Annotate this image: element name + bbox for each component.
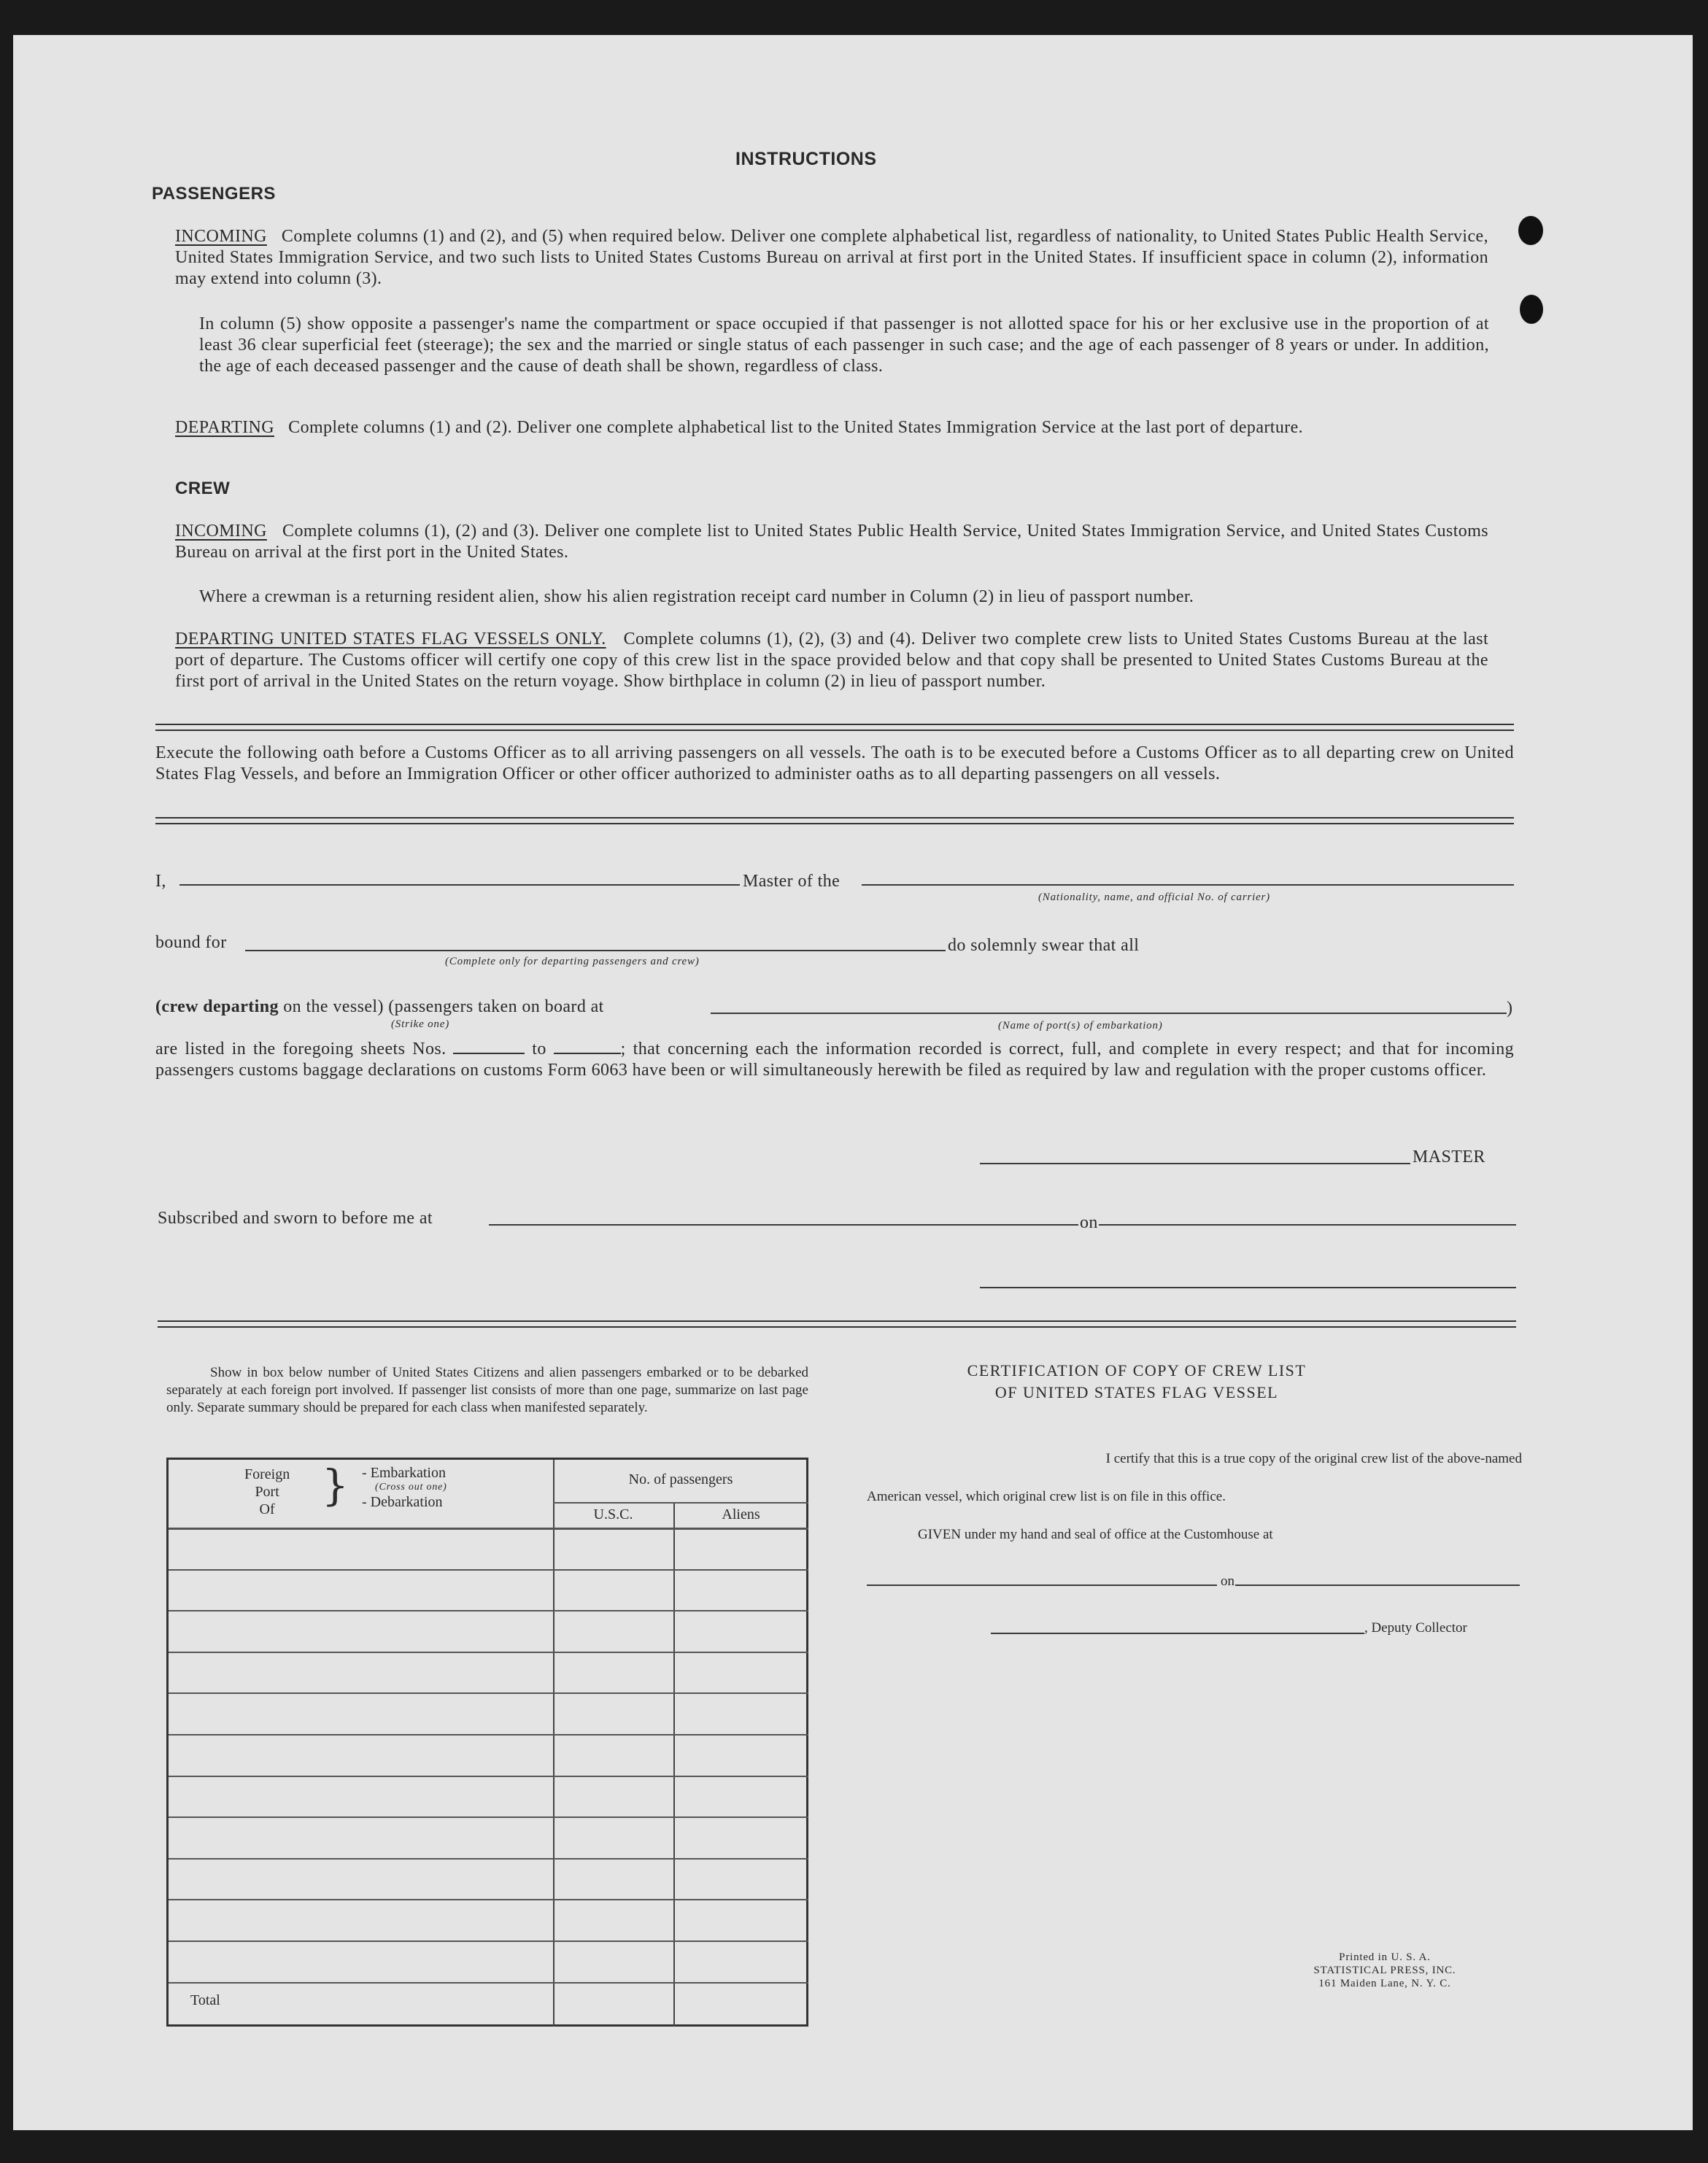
to-label: to: [532, 1040, 546, 1059]
master-of-label: Master of the: [743, 872, 841, 891]
debarkation-option[interactable]: - Debarkation: [362, 1494, 443, 1510]
punch-hole: [1520, 295, 1543, 324]
passengers-column5-paragraph: In column (5) show opposite a passenger's name the compartment or space occupied if that passenger is not allotted space for his or her exclusive use in the proportion of at least 36 clear superficial feet (steerage); the sex and the married or single status of each passenger in such case; and the age of each passenger of 8 years or under. In addition, the age of each deceased passenger and the cause of death shall be shown, regardless of class.: [199, 314, 1489, 376]
listed-paragraph: [155, 1039, 1514, 1081]
passengers-taken-option[interactable]: (passengers taken on board at: [388, 997, 604, 1016]
crew-departing-paragraph: [175, 629, 1488, 692]
embarkation-ports-field[interactable]: [711, 1013, 1507, 1014]
table-row[interactable]: [169, 1982, 808, 1984]
listed-prefix: are listed in the foregoing sheets Nos.: [155, 1040, 447, 1059]
certify-line-1: I certify that this is a true copy of the original crew list of the above-named: [1105, 1451, 1522, 1466]
foreign-port-of-label: Foreign Port Of: [244, 1466, 290, 1517]
sheet-from-field[interactable]: [453, 1040, 525, 1054]
no-of-passengers-header: No. of passengers: [628, 1471, 733, 1487]
table-row[interactable]: [169, 1652, 808, 1653]
officer-signature-field[interactable]: [980, 1287, 1516, 1288]
table-row[interactable]: [169, 1858, 808, 1860]
master-name-field[interactable]: [179, 884, 740, 886]
swear-label: do solemnly swear that all: [948, 936, 1140, 955]
brace-icon: }: [322, 1460, 349, 1510]
passengers-departing-paragraph: [175, 417, 1488, 438]
passengers-departing-label: DEPARTING: [175, 418, 274, 437]
table-row[interactable]: [169, 1816, 808, 1818]
table-row[interactable]: [169, 1569, 808, 1571]
carrier-field[interactable]: [862, 884, 1514, 886]
passengers-incoming-paragraph: [175, 226, 1488, 290]
listed-rest: ; that concerning each the information recorded is correct, full, and complete in every respect; and that for incoming passengers customs baggage declarations on customs Form 6063 have been or will simultaneously herewith be filed as required by law and regulation with the proper customs officer.: [155, 1040, 1515, 1080]
table-row[interactable]: [169, 1899, 808, 1900]
embark-debark-options: [362, 1466, 447, 1509]
strike-note: (Strike one): [391, 1018, 449, 1030]
form-sheet: [13, 35, 1693, 2130]
table-row[interactable]: [169, 1734, 808, 1736]
oath-intro: Execute the following oath before a Customs Officer as to all arriving passengers on all vessels. The oath is to be executed before a Customs Officer as to all departing crew on United States Flag Vessels, and before an Immigration Officer or other officer authorized to administer oaths as to all departing passengers on all vessels.: [155, 743, 1514, 783]
crew-incoming-paragraph: [175, 521, 1488, 563]
bound-for-field[interactable]: [245, 950, 946, 951]
certification-title: CERTIFICATION OF COPY OF CREW LIST OF UNITED STATES FLAG VESSEL: [967, 1361, 1307, 1401]
table-header-bottom: [169, 1528, 808, 1530]
table-header-rule: [553, 1502, 808, 1504]
table-col-divider: [673, 1502, 675, 2027]
printer-mark: Printed in U. S. A. STATISTICAL PRESS, INC. 161 Maiden Lane, N. Y. C.: [1313, 1951, 1456, 1989]
deputy-collector-label: , Deputy Collector: [1364, 1620, 1467, 1636]
oath-i-label: I,: [155, 872, 166, 891]
subscribed-label: Subscribed and sworn to before me at: [158, 1209, 433, 1228]
passengers-heading: PASSENGERS: [152, 184, 276, 204]
crew-departing-option[interactable]: (crew departing: [155, 997, 279, 1016]
crew-incoming-text: Complete columns (1), (2) and (3). Deliver one complete list to United States Public Health Service, United States Immigration Service, and United States Customs Bureau on arrival at the first port in the United States.: [175, 522, 1489, 562]
master-label: MASTER: [1413, 1148, 1485, 1166]
punch-hole: [1518, 216, 1543, 245]
summary-instructions: Show in box below number of United States Citizens and alien passengers embarked or to be debarked separately at each foreign port involved. If passenger list consists of more than one page, summarize on last page only. Separate summary should be prepared for each class when manifested separately.: [166, 1365, 808, 1415]
table-row[interactable]: [169, 1940, 808, 1942]
master-signature-field[interactable]: [980, 1163, 1410, 1164]
embarkation-option[interactable]: - Embarkation: [362, 1465, 446, 1481]
given-text: GIVEN under my hand and seal of office at the Customhouse at: [918, 1527, 1273, 1542]
crew-heading: CREW: [175, 479, 231, 498]
deputy-collector-signature-field[interactable]: [991, 1633, 1364, 1634]
sheet-to-field[interactable]: [554, 1040, 621, 1054]
sworn-place-field[interactable]: [489, 1224, 1078, 1226]
sworn-date-field[interactable]: [1099, 1224, 1516, 1226]
crew-departing-text: Complete columns (1), (2), (3) and (4). Deliver two complete crew lists to United States Customs Bureau at the last port of departure. The Customs officer will certify one copy of this crew list in the space provided below and that copy shall be presented to United States Customs Bureau at the first port of arrival in the United States on the return voyage. Show birthplace in column (2) in lieu of passport number.: [175, 630, 1489, 691]
crew-departing-label: DEPARTING UNITED STATES FLAG VESSELS ONLY.: [175, 630, 606, 649]
passengers-departing-text: Complete columns (1) and (2). Deliver one complete alphabetical list to the United States Immigration Service at the last port of departure.: [288, 418, 1304, 437]
cross-out-note: (Cross out one): [375, 1482, 447, 1493]
sworn-on-label: on: [1080, 1213, 1098, 1232]
cert-on-label: on: [1221, 1574, 1234, 1589]
total-label: Total: [190, 1992, 220, 2008]
passengers-incoming-label: INCOMING: [175, 227, 267, 246]
ports-note: (Name of port(s) of embarkation): [998, 1020, 1163, 1032]
bound-for-label: bound for: [155, 933, 227, 952]
oath-divider: [155, 817, 1514, 824]
passenger-summary-table: [166, 1458, 808, 2027]
crew-resident-paragraph: Where a crewman is a returning resident alien, show his alien registration receipt card number in Column (2) in lieu of passport number.: [199, 587, 1194, 606]
close-paren: ): [1507, 999, 1513, 1018]
aliens-header: Aliens: [722, 1506, 760, 1522]
crew-incoming-label: INCOMING: [175, 522, 267, 541]
crew-departing-row: [155, 997, 604, 1018]
usc-header: U.S.C.: [593, 1506, 633, 1522]
bound-note: (Complete only for departing passengers and crew): [445, 956, 700, 967]
on-vessel-text: on the vessel): [283, 997, 384, 1016]
table-row[interactable]: [169, 1776, 808, 1777]
nationality-note: (Nationality, name, and official No. of carrier): [1038, 891, 1270, 903]
table-row[interactable]: [169, 1692, 808, 1694]
certify-line-2: American vessel, which original crew list is on file in this office.: [867, 1489, 1226, 1504]
cert-date-field[interactable]: [1235, 1584, 1520, 1586]
page-title: INSTRUCTIONS: [735, 149, 877, 169]
section-divider: [155, 724, 1514, 731]
lower-divider: [158, 1320, 1516, 1328]
table-row[interactable]: [169, 1610, 808, 1611]
passengers-incoming-text: Complete columns (1) and (2), and (5) when required below. Deliver one complete alphabetical list, regardless of nationality, to United States Public Health Service, United States Immigration Service, and two such lists to United States Customs Bureau on arrival at first port in the United States. If insufficient space in column (2), information may extend into column (3).: [175, 227, 1488, 288]
customhouse-field[interactable]: [867, 1584, 1217, 1586]
